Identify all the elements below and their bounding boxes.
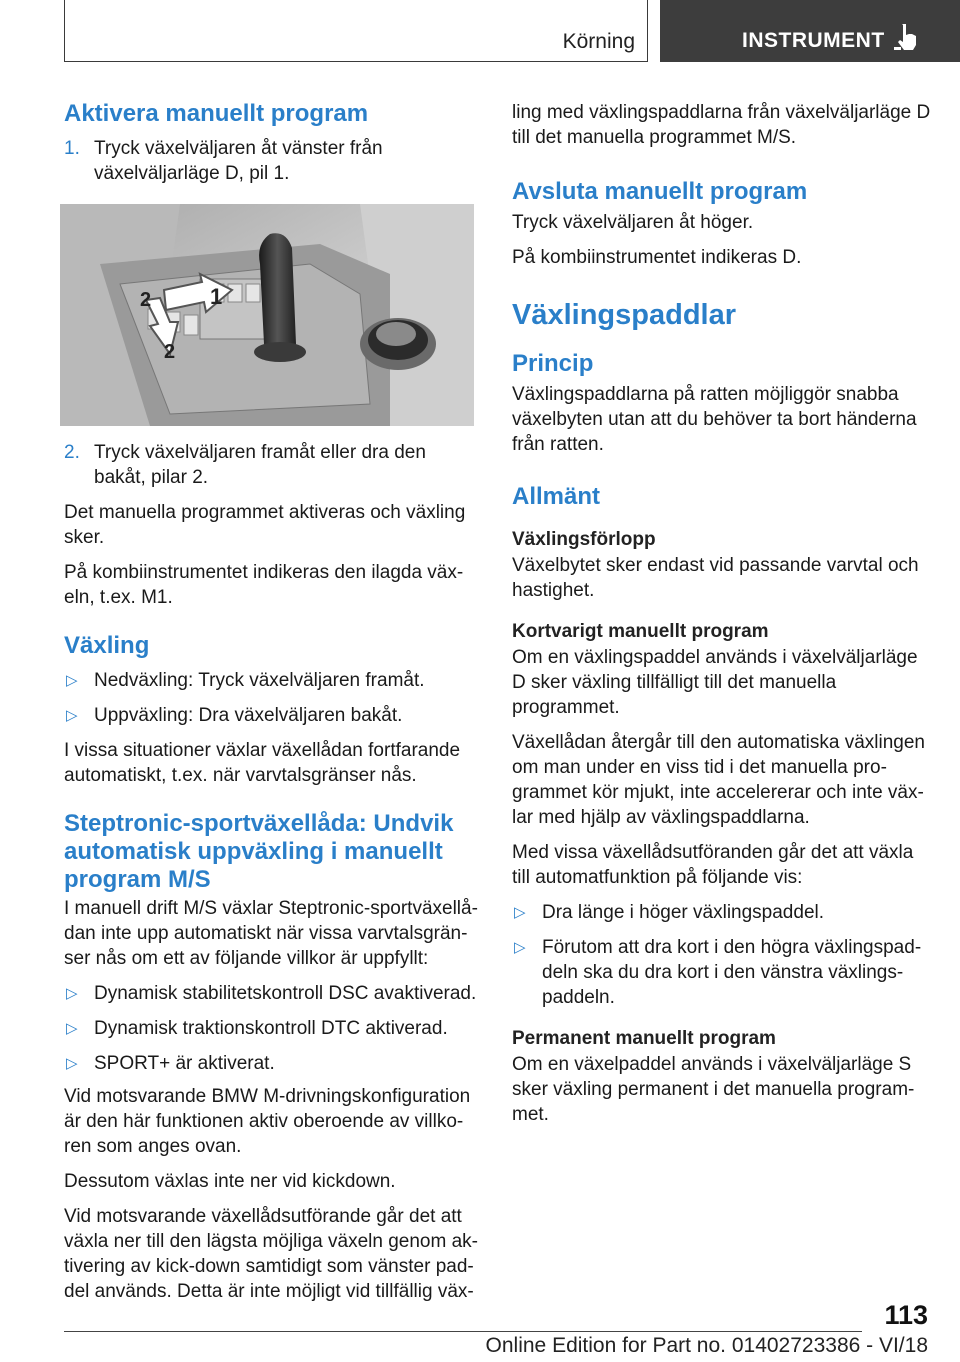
heading-steptronic: Steptronic-sportväxellåda: Undvik automatisk uppväxling i manuellt program M/S xyxy=(64,810,454,893)
bullet-item xyxy=(512,935,932,1010)
section-title: Körning xyxy=(562,30,635,53)
heading-principle: Princip xyxy=(512,350,594,377)
triangle-bullet-icon: ▷ xyxy=(66,707,78,724)
footer-divider xyxy=(64,1331,862,1332)
header-section-box xyxy=(64,0,648,62)
bullet-text: SPORT+ är aktiverat. xyxy=(94,1053,275,1074)
figure-label-2-upper: 2 xyxy=(140,289,152,311)
step-number: 2. xyxy=(64,442,80,463)
paragraph: Dessutom växlas inte ner vid kickdown. xyxy=(64,1171,396,1192)
paragraph: Det manuella programmet aktiveras och växling sker. xyxy=(64,502,466,548)
bullet-item xyxy=(64,1051,478,1076)
heading-shift: Växling xyxy=(64,632,150,659)
paragraph: Tryck växelväljaren åt höger. xyxy=(512,212,754,233)
step-2 xyxy=(64,440,478,490)
subheading-permanent: Permanent manuellt program xyxy=(512,1028,776,1049)
paragraph: Växelbytet sker endast vid passande varvtal och hastighet. xyxy=(512,555,919,601)
right-column xyxy=(512,100,932,1127)
subheading-short: Kortvarigt manuellt program xyxy=(512,621,769,642)
triangle-bullet-icon: ▷ xyxy=(514,904,526,921)
bullet-item xyxy=(64,703,478,728)
step-number: 1. xyxy=(64,138,80,159)
bullet-text: Nedväxling: Tryck växelväljaren framåt. xyxy=(94,670,425,691)
paragraph: På kombiinstrumentet indikeras den ilagda växeln, t.ex. M1. xyxy=(64,562,464,608)
paragraph: Vid motsvarande växellådsutförande går det att växla ner till den lägsta möjliga växeln genom aktivering av kick-down samtidigt som vänster paddel används. Detta är inte möjligt vid tillfällig väx- xyxy=(64,1206,478,1302)
step-text: Tryck växelväljaren åt vänster från växelväljarläge D, pil 1. xyxy=(94,138,383,184)
bullet-item xyxy=(64,668,478,693)
header-chapter-box xyxy=(660,0,960,62)
bullet-item xyxy=(64,1016,478,1041)
bullet-text: Dynamisk stabilitetskontroll DSC avaktiverad. xyxy=(94,983,477,1004)
touch-hand-icon xyxy=(894,22,920,52)
paragraph: I manuell drift M/S växlar Steptronic-sportväxellådan inte upp automatiskt när vissa varvtalsgränser nås om ett av följande villkor är uppfyllt: xyxy=(64,898,478,969)
paragraph: ling med växlingspaddlarna från växelväljarläge D till det manuella programmet M/S. xyxy=(512,102,931,148)
bullet-text: Förutom att dra kort i den högra växlingspaddeln ska du dra kort i den vänstra växlingspaddeln. xyxy=(542,937,922,1008)
paragraph: Växellådan återgår till den automatiska växlingen om man under en viss tid i det manuella programmet kör mjukt, inte accelererar och inte växlar med hjälp av växlingspaddlarna. xyxy=(512,732,925,828)
paragraph: Växlingspaddlarna på ratten möjliggör snabba växelbyten utan att du behöver ta bort händerna från ratten. xyxy=(512,384,917,455)
gear-selector-illustration xyxy=(60,204,474,426)
triangle-bullet-icon: ▷ xyxy=(66,1055,78,1072)
gear-selector-figure xyxy=(60,204,474,426)
paragraph: Om en växelpaddel används i växelväljarläge S sker växling permanent i det manuella programmet. xyxy=(512,1054,915,1125)
heading-activate: Aktivera manuellt program xyxy=(64,100,369,127)
step-1 xyxy=(64,136,478,186)
paragraph: Om en växlingspaddel används i växelväljarläge D sker växling tillfälligt till det manuella programmet. xyxy=(512,647,918,718)
bullet-text: Dra länge i höger växlingspaddel. xyxy=(542,902,825,923)
chapter-title: INSTRUMENT xyxy=(742,29,885,52)
paragraph: Med vissa växellådsutföranden går det att växla till automatfunktion på följande vis: xyxy=(512,842,914,888)
heading-general: Allmänt xyxy=(512,483,601,510)
left-column xyxy=(64,100,478,1304)
page-number: 113 xyxy=(884,1300,928,1330)
triangle-bullet-icon: ▷ xyxy=(66,672,78,689)
bullet-item xyxy=(64,981,478,1006)
step-text: Tryck växelväljaren framåt eller dra den bakåt, pilar 2. xyxy=(94,442,426,488)
bullet-text: Dynamisk traktionskontroll DTC aktiverad. xyxy=(94,1018,448,1039)
paragraph: Vid motsvarande BMW M-drivningskonfiguration är den här funktionen aktiv oberoende av villkoren som anges ovan. xyxy=(64,1086,471,1157)
triangle-bullet-icon: ▷ xyxy=(66,985,78,1002)
figure-label-2-lower: 2 xyxy=(164,341,176,363)
bullet-text: Uppväxling: Dra växelväljaren bakåt. xyxy=(94,705,403,726)
subheading-sequence: Växlingsförlopp xyxy=(512,529,656,550)
triangle-bullet-icon: ▷ xyxy=(514,939,526,956)
heading-exit: Avsluta manuellt program xyxy=(512,178,808,205)
triangle-bullet-icon: ▷ xyxy=(66,1020,78,1037)
heading-paddles: Växlingspaddlar xyxy=(512,299,737,331)
paragraph: På kombiinstrumentet indikeras D. xyxy=(512,247,802,268)
paragraph: I vissa situationer växlar växellådan fortfarande automatiskt, t.ex. när varvtalsgränser nås. xyxy=(64,740,461,786)
edition-footer: Online Edition for Part no. 01402723386 - VI/18 xyxy=(485,1334,928,1357)
bullet-item xyxy=(512,900,932,925)
figure-label-1: 1 xyxy=(210,284,223,309)
